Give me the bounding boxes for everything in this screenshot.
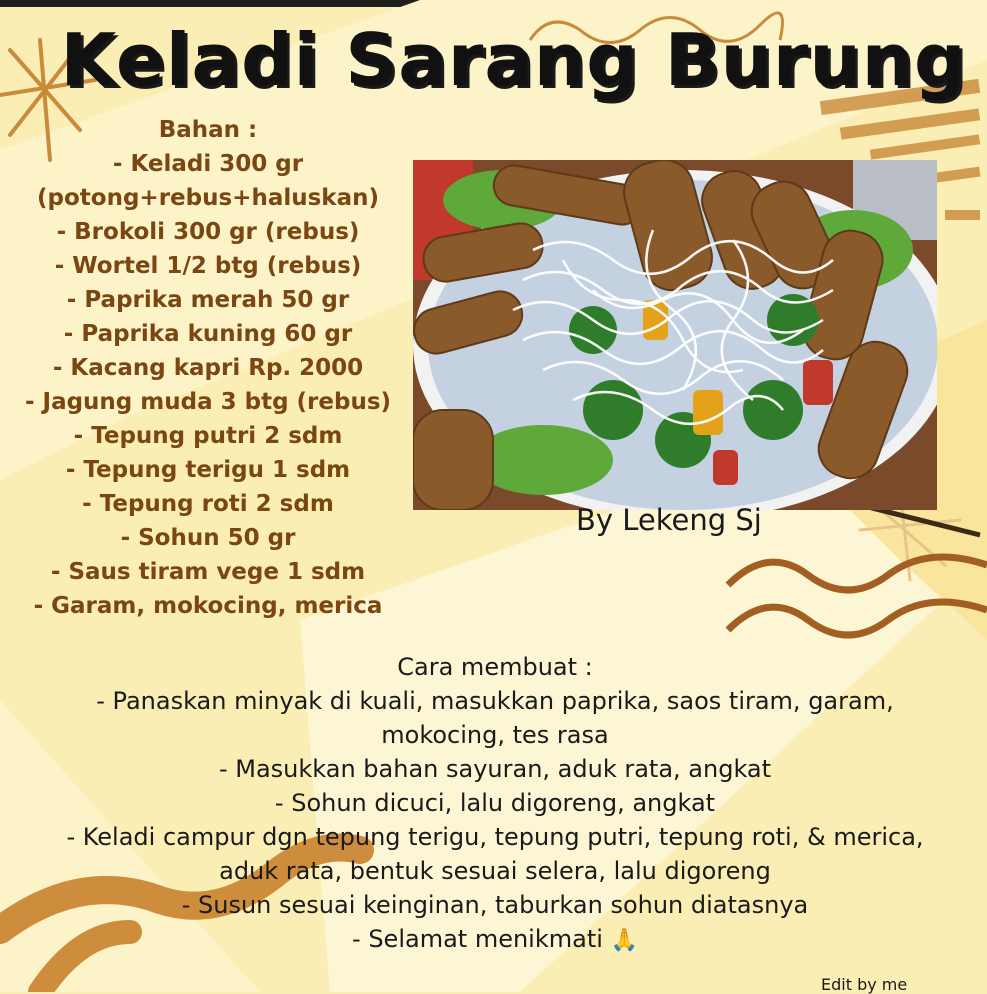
ingredients-heading: Bahan : <box>158 117 258 143</box>
ingredient-item: - Saus tiram vege 1 sdm <box>50 559 366 585</box>
instructions <box>40 650 950 958</box>
ingredient-item: - Tepung putri 2 sdm <box>73 423 343 449</box>
instruction-line: - Keladi campur dgn tepung terigu, tepung putri, tepung roti, & merica, <box>66 823 924 851</box>
instruction-line: - Susun sesuai keinginan, taburkan sohun diatasnya <box>181 891 809 919</box>
ingredient-item: - Tepung roti 2 sdm <box>82 491 334 517</box>
ingredient-item: - Paprika merah 50 gr <box>66 287 350 313</box>
instructions-heading: Cara membuat : <box>397 653 593 681</box>
praying-hands-icon: 🙏 <box>610 928 638 953</box>
ingredient-item: - Tepung terigu 1 sdm <box>65 457 351 483</box>
instruction-line: - Panaskan minyak di kuali, masukkan paprika, saos tiram, garam, <box>96 687 894 715</box>
instruction-line: mokocing, tes rasa <box>381 721 609 749</box>
ingredient-item: - Jagung muda 3 btg (rebus) <box>24 389 392 415</box>
ingredient-item: - Garam, mokocing, merica <box>33 593 383 619</box>
instruction-text: - Selamat menikmati <box>352 925 603 953</box>
instruction-line: - Sohun dicuci, lalu digoreng, angkat <box>274 789 716 817</box>
instruction-line-final <box>40 922 950 958</box>
edit-credit: Edit by me <box>821 975 908 994</box>
ingredients-list <box>20 113 396 623</box>
ingredient-item: - Keladi 300 gr <box>112 151 304 177</box>
ingredient-item: (potong+rebus+haluskan) <box>37 185 379 211</box>
ingredient-item: - Brokoli 300 gr (rebus) <box>56 219 360 245</box>
page-title: Keladi Sarang Burung <box>60 18 967 102</box>
instruction-line: - Masukkan bahan sayuran, aduk rata, angkat <box>218 755 772 783</box>
ingredient-item: - Wortel 1/2 btg (rebus) <box>54 253 362 279</box>
instruction-line: aduk rata, bentuk sesuai selera, lalu digoreng <box>219 857 771 885</box>
ingredient-item: - Kacang kapri Rp. 2000 <box>52 355 364 381</box>
ingredient-item: - Paprika kuning 60 gr <box>63 321 353 347</box>
author-byline: By Lekeng Sj <box>576 503 762 537</box>
food-photo <box>413 160 937 510</box>
ingredient-item: - Sohun 50 gr <box>120 525 296 551</box>
